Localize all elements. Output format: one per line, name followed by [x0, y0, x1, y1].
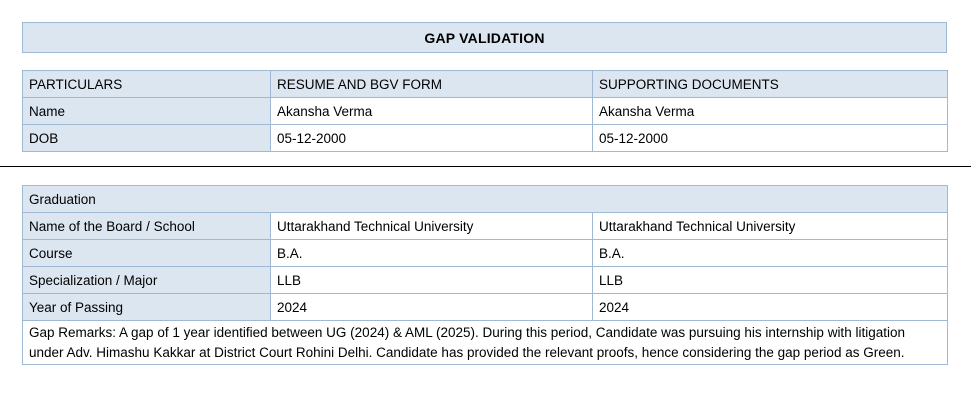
value-name-resume: Akansha Verma: [271, 98, 593, 125]
table-row: [23, 98, 948, 125]
row-label-dob: DOB: [23, 125, 271, 152]
column-header-resume-bgv: RESUME AND BGV FORM: [271, 71, 593, 98]
value-year-documents: 2024: [593, 294, 948, 321]
value-course-resume: B.A.: [271, 240, 593, 267]
particulars-table: [22, 70, 948, 152]
column-header-particulars: PARTICULARS: [23, 71, 271, 98]
row-label-board-school: Name of the Board / School: [23, 213, 271, 240]
graduation-table: [22, 185, 948, 365]
graduation-table-wrapper: [22, 185, 948, 365]
value-board-documents: Uttarakhand Technical University: [593, 213, 948, 240]
column-header-supporting-documents: SUPPORTING DOCUMENTS: [593, 71, 948, 98]
table-header-row: [23, 71, 948, 98]
value-specialization-resume: LLB: [271, 267, 593, 294]
table-row: [23, 213, 948, 240]
value-dob-documents: 05-12-2000: [593, 125, 948, 152]
table-row: [23, 294, 948, 321]
remarks-row: [23, 321, 948, 365]
row-label-course: Course: [23, 240, 271, 267]
row-label-year-of-passing: Year of Passing: [23, 294, 271, 321]
document-title-banner: [22, 22, 947, 53]
value-specialization-documents: LLB: [593, 267, 948, 294]
section-title-graduation: Graduation: [23, 186, 948, 213]
value-dob-resume: 05-12-2000: [271, 125, 593, 152]
value-name-documents: Akansha Verma: [593, 98, 948, 125]
value-board-resume: Uttarakhand Technical University: [271, 213, 593, 240]
value-course-documents: B.A.: [593, 240, 948, 267]
particulars-table-wrapper: [22, 70, 948, 152]
gap-remarks-text: Gap Remarks: A gap of 1 year identified between UG (2024) & AML (2025). During this period, Candidate was pursuing his internship with litigation under Adv. Himashu Kakkar at District Court Rohini Delhi. Candidate has provided the relevant proofs, hence considering the gap period as Green.: [23, 321, 948, 365]
table-row: [23, 125, 948, 152]
row-label-specialization: Specialization / Major: [23, 267, 271, 294]
page-title: GAP VALIDATION: [424, 29, 545, 46]
row-label-name: Name: [23, 98, 271, 125]
value-year-resume: 2024: [271, 294, 593, 321]
section-divider: [0, 166, 971, 167]
table-row: [23, 240, 948, 267]
section-header-row: [23, 186, 948, 213]
table-row: [23, 267, 948, 294]
